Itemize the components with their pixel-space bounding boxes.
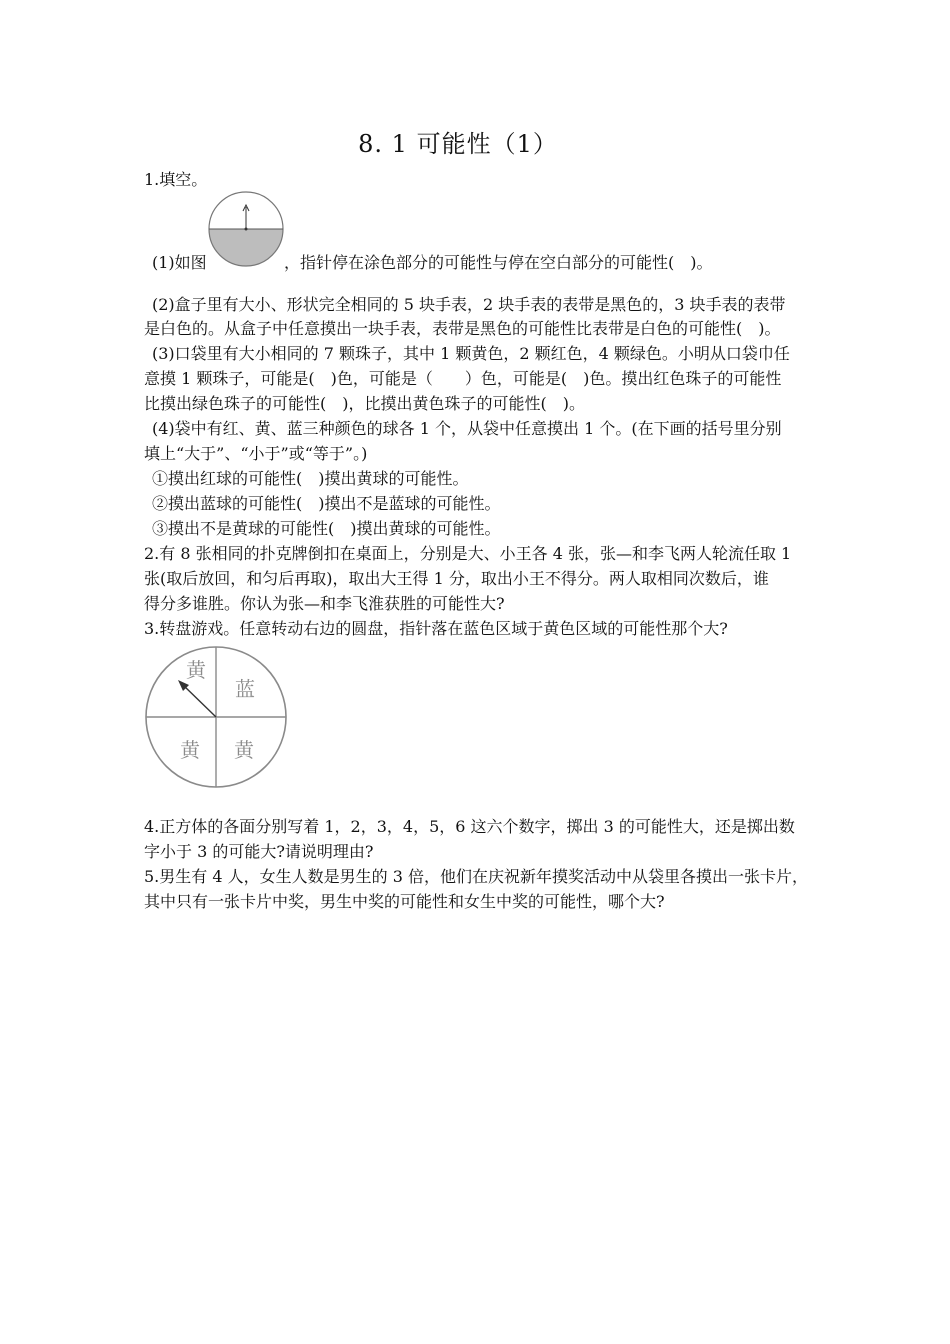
page-title: 8. 1 可能性（1） bbox=[358, 130, 558, 158]
q5-line-2: 其中只有一张卡片中奖，男生中奖的可能性和女生中奖的可能性，哪个大? bbox=[144, 892, 665, 911]
q1-p3-line-1: (3)口袋里有大小相同的 7 颗珠子，其中 1 颗黄色，2 颗红色，4 颗绿色。小明从口袋巾任 bbox=[152, 344, 790, 363]
q1-heading: 1.填空。 bbox=[144, 170, 208, 189]
q4-line-2: 字小于 3 的可能大?请说明理由? bbox=[144, 842, 374, 861]
q1-p1-prefix: (1)如图 bbox=[152, 253, 207, 272]
q1-p2-line-1: (2)盒子里有大小、形状完全相同的 5 块手表，2 块手表的表带是黑色的，3 块手表的表带 bbox=[152, 295, 786, 314]
q1-p3-line-2: 意摸 1 颗珠子，可能是( )色，可能是（ ）色，可能是( )色。摸出红色珠子的可能性 bbox=[144, 369, 782, 388]
spinner-figure bbox=[142, 644, 292, 792]
q1-p4-line-2: 填上“大于”、“小于”或“等于”。) bbox=[144, 444, 368, 463]
q2-line-3: 得分多谁胜。你认为张—和李飞淮获胜的可能性大? bbox=[144, 594, 505, 613]
q3-text: 3.转盘游戏。任意转动右边的圆盘，指针落在蓝色区域于黄色区域的可能性那个大? bbox=[144, 619, 728, 638]
q1-p3-line-3: 比摸出绿色珠子的可能性( )，比摸出黄色珠子的可能性( )。 bbox=[144, 394, 585, 413]
half-shaded-circle-figure bbox=[206, 189, 286, 269]
q1-p1-suffix: ，指针停在涂色部分的可能性与停在空白部分的可能性( )。 bbox=[284, 253, 713, 272]
q1-p2-line-2: 是白色的。从盒子中任意摸出一块手表，表带是黑色的可能性比表带是白色的可能性( )。 bbox=[144, 319, 781, 338]
q1-p4-line-1: (4)袋中有红、黄、蓝三种颜色的球各 1 个，从袋中任意摸出 1 个。(在下画的括号里分别 bbox=[152, 419, 782, 438]
q2-line-2: 张(取后放回，和匀后再取)，取出大王得 1 分，取出小王不得分。两人取相同次数后，谁 bbox=[144, 569, 769, 588]
q5-line-1: 5.男生有 4 人，女生人数是男生的 3 倍，他们在庆祝新年摸奖活动中从袋里各摸出一张卡片， bbox=[144, 867, 808, 886]
sector-label-top-left: 黄 bbox=[186, 658, 206, 682]
q1-item-3: ③摸出不是黄球的可能性( )摸出黄球的可能性。 bbox=[152, 519, 501, 538]
sector-label-top-right: 蓝 bbox=[235, 677, 255, 701]
pointer-pivot bbox=[245, 228, 248, 231]
sector-label-bottom-left: 黄 bbox=[180, 738, 200, 762]
sector-label-bottom-right: 黄 bbox=[234, 738, 254, 762]
q1-item-1: ①摸出红球的可能性( )摸出黄球的可能性。 bbox=[152, 469, 469, 488]
q4-line-1: 4.正方体的各面分别写着 1，2，3，4，5，6 这六个数字，掷出 3 的可能性大，还是掷出数 bbox=[144, 817, 795, 836]
q1-item-2: ②摸出蓝球的可能性( )摸出不是蓝球的可能性。 bbox=[152, 494, 501, 513]
q2-line-1: 2.有 8 张相同的扑克牌倒扣在桌面上，分别是大、小王各 4 张，张—和李飞两人轮流任取 1 bbox=[144, 544, 792, 563]
